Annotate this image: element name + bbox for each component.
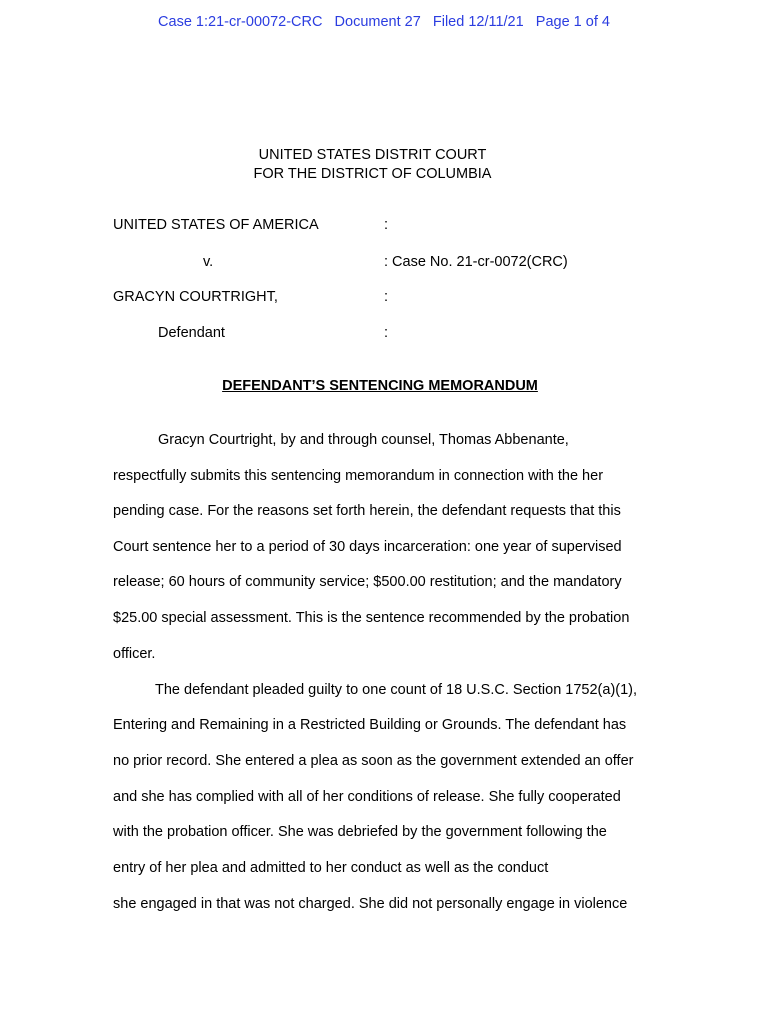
caption-colon: :	[384, 325, 389, 341]
document-title: DEFENDANT’S SENTENCING MEMORANDUM	[222, 378, 538, 394]
court-heading	[0, 146, 745, 184]
body-line: release; 60 hours of community service; $500.00 restitution; and the mandatory	[113, 574, 622, 590]
caption-colon: :	[384, 217, 389, 233]
caption-colon: :	[384, 289, 389, 305]
caption-versus: v.	[203, 254, 214, 270]
body-line: no prior record. She entered a plea as soon as the government extended an offer	[113, 753, 634, 769]
body-line: Entering and Remaining in a Restricted Building or Grounds. The defendant has	[113, 717, 627, 733]
caption-case-number: : Case No. 21-cr-0072(CRC)	[384, 254, 568, 270]
body-line: Gracyn Courtright, by and through counsel, Thomas Abbenante,	[158, 432, 569, 448]
body-line: Court sentence her to a period of 30 days incarceration: one year of supervised	[113, 539, 622, 555]
caption-defendant-name: GRACYN COURTRIGHT,	[113, 289, 278, 305]
court-district: FOR THE DISTRICT OF COLUMBIA	[253, 166, 492, 182]
docket-header-stamp: Case 1:21-cr-00072-CRC Document 27 Filed 12/11/21 Page 1 of 4	[158, 14, 610, 30]
body-line: pending case. For the reasons set forth herein, the defendant requests that this	[113, 503, 621, 519]
caption-row-versus	[113, 254, 673, 274]
body-line: she engaged in that was not charged. She did not personally engage in violence	[113, 896, 628, 912]
court-name: UNITED STATES DISTRIT COURT	[258, 147, 487, 163]
caption-defendant-role: Defendant	[158, 325, 225, 341]
body-line: and she has complied with all of her conditions of release. She fully cooperated	[113, 789, 621, 805]
body-line: officer.	[113, 646, 156, 662]
body-line: $25.00 special assessment. This is the sentence recommended by the probation	[113, 610, 630, 626]
caption-row-defendant-name	[113, 289, 673, 309]
body-line: respectfully submits this sentencing memorandum in connection with the her	[113, 468, 604, 484]
caption-row-plaintiff	[113, 217, 673, 237]
caption-row-defendant-role	[113, 325, 673, 345]
body-line: entry of her plea and admitted to her conduct as well as the conduct	[113, 860, 549, 876]
body-line: The defendant pleaded guilty to one count of 18 U.S.C. Section 1752(a)(1),	[155, 682, 638, 698]
body-line: with the probation officer. She was debriefed by the government following the	[113, 824, 607, 840]
caption-plaintiff: UNITED STATES OF AMERICA	[113, 217, 319, 233]
